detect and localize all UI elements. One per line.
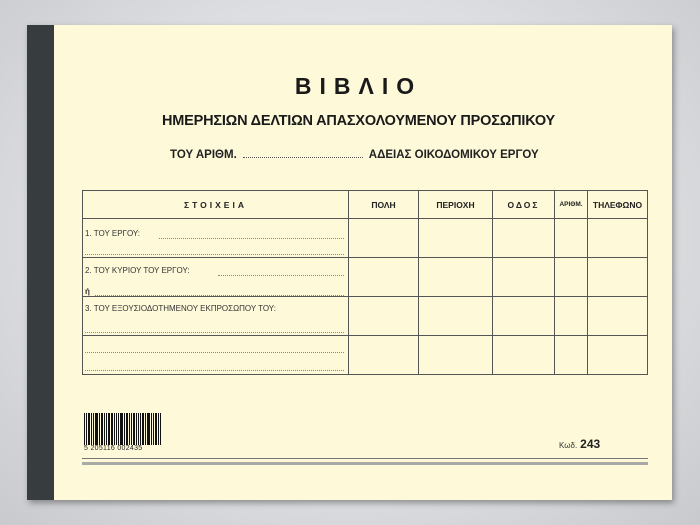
- row-project: [83, 219, 349, 258]
- header-street: ΟΔΟΣ: [493, 191, 555, 219]
- table-row: [83, 336, 648, 375]
- number-prefix: ΤΟΥ ΑΡΙΘΜ.: [170, 149, 237, 161]
- barcode-bar: [114, 413, 115, 445]
- barcode-bar: [93, 413, 94, 445]
- barcode-bar: [158, 413, 159, 445]
- fill-line: [85, 352, 344, 353]
- cell: [588, 336, 648, 375]
- barcode-bar: [101, 413, 103, 445]
- barcode-bar: [126, 413, 128, 445]
- cell: [555, 336, 588, 375]
- barcode-bar: [153, 413, 154, 445]
- cell: [555, 258, 588, 297]
- cell: [349, 336, 419, 375]
- number-fill-line: [243, 147, 363, 158]
- cell: [555, 297, 588, 336]
- row-extra: [83, 336, 349, 375]
- barcode-bar: [142, 413, 144, 445]
- cell: [493, 258, 555, 297]
- header-city: ΠΟΛΗ: [349, 191, 419, 219]
- barcode-bar: [147, 413, 150, 445]
- barcode-bar: [104, 413, 105, 445]
- barcode-bar: [155, 413, 157, 445]
- table-row: [83, 258, 648, 297]
- header-number: ΑΡΙΘΜ.: [555, 191, 588, 219]
- barcode-number: 5 205116 002435: [84, 445, 143, 452]
- header-area: ΠΕΡΙΟΧΗ: [419, 191, 493, 219]
- divider-thick: [82, 462, 648, 465]
- barcode-bar: [118, 413, 119, 445]
- barcode-bar: [140, 413, 141, 445]
- table-row: [83, 219, 648, 258]
- barcode-bar: [86, 413, 87, 445]
- cell: [349, 297, 419, 336]
- barcode-bar: [138, 413, 139, 445]
- details-table: [82, 190, 648, 375]
- barcode-bar: [160, 413, 161, 445]
- barcode-bar: [88, 413, 90, 445]
- permit-number-line: [170, 147, 539, 161]
- barcode-bar: [99, 413, 100, 445]
- fill-line: [85, 254, 344, 255]
- barcode-bar: [136, 413, 137, 445]
- cell: [588, 258, 648, 297]
- product-code: [559, 437, 600, 451]
- barcode-image: [84, 413, 166, 445]
- barcode-bar: [131, 413, 132, 445]
- barcode-bar: [95, 413, 98, 445]
- code-label: Κωδ.: [559, 441, 578, 450]
- barcode-bar: [91, 413, 92, 445]
- cell: [349, 219, 419, 258]
- barcode-bar: [151, 413, 152, 445]
- cell: [588, 297, 648, 336]
- cell: [419, 297, 493, 336]
- barcode-bar: [116, 413, 117, 445]
- cell: [493, 336, 555, 375]
- cell: [419, 336, 493, 375]
- cell: [493, 297, 555, 336]
- subtitle: ΗΜΕΡΗΣΙΩΝ ΔΕΛΤΙΩΝ ΑΠΑΣΧΟΛΟΥΜΕΝΟΥ ΠΡΟΣΩΠΙΚΟΥ: [161, 113, 556, 129]
- fill-line: [85, 332, 344, 333]
- header-phone: ΤΗΛΕΦΩΝΟ: [588, 191, 648, 219]
- fill-line: [159, 238, 344, 239]
- cell: [349, 258, 419, 297]
- book-cover: [27, 25, 672, 500]
- cell: [588, 219, 648, 258]
- row-label: 1. ΤΟΥ ΕΡΓΟΥ:: [85, 229, 141, 238]
- number-suffix: ΑΔΕΙΑΣ ΟΙΚΟΔΟΜΙΚΟΥ ΕΡΓΟΥ: [368, 149, 539, 161]
- barcode-bar: [106, 413, 107, 445]
- cell: [419, 258, 493, 297]
- row-label: 2. ΤΟΥ ΚΥΡΙΟΥ ΤΟΥ ΕΡΓΟΥ:: [85, 266, 190, 275]
- barcode-bar: [129, 413, 130, 445]
- divider-thin: [82, 458, 648, 459]
- fill-line: [218, 275, 344, 276]
- barcode-bar: [133, 413, 135, 445]
- barcode-bar: [145, 413, 146, 445]
- title: ΒΙΒΛΙΟ: [294, 73, 423, 99]
- barcode-bar: [108, 413, 110, 445]
- row-representative: [83, 297, 349, 336]
- barcode-bar: [124, 413, 125, 445]
- code-value: 243: [580, 437, 601, 451]
- cell: [555, 219, 588, 258]
- or-label: ή: [85, 287, 90, 296]
- barcode-bar: [84, 413, 85, 445]
- cell: [419, 219, 493, 258]
- row-label: 3. ΤΟΥ ΕΞΟΥΣΙΟΔΟΤΗΜΕΝΟΥ ΕΚΠΡΟΣΩΠΟΥ ΤΟΥ:: [85, 304, 276, 313]
- table-row: [83, 297, 648, 336]
- header-details: ΣΤΟΙΧΕΙΑ: [83, 191, 349, 219]
- fill-line: [85, 370, 344, 371]
- barcode-bar: [120, 413, 123, 445]
- table-header-row: [83, 191, 648, 219]
- barcode-bar: [111, 413, 113, 445]
- cell: [493, 219, 555, 258]
- row-owner: [83, 258, 349, 297]
